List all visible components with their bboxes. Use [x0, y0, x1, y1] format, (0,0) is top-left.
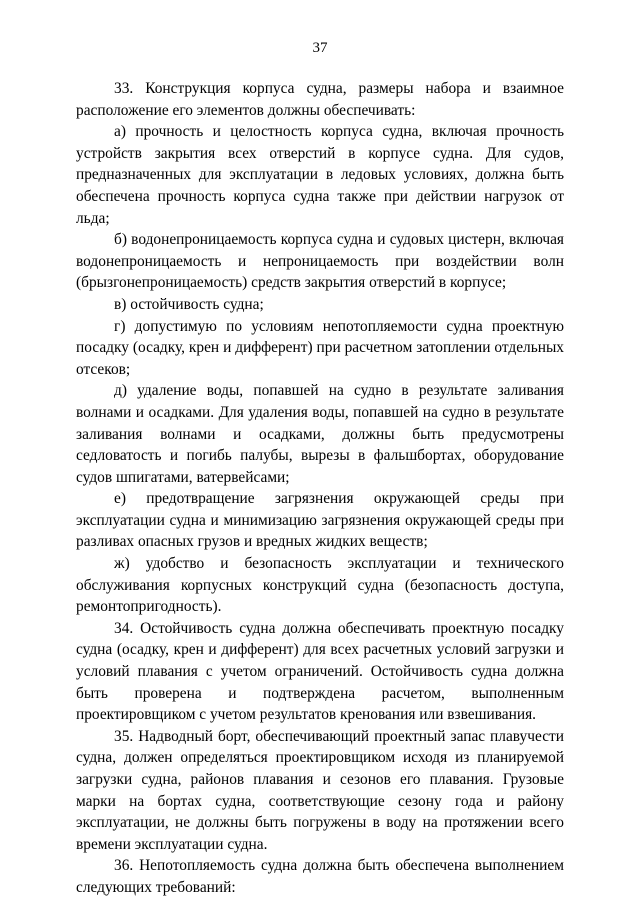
paragraph-33b: б) водонепроницаемость корпуса судна и судовых цистерн, включая водонепроницаемость и непроницаемость при воздействии волн (брызгонепроницаемость) средств закрытия отверстий в корпусе; — [76, 231, 564, 292]
document-body — [76, 78, 564, 899]
paragraph-33g: г) допустимую по условиям непотопляемости судна проектную посадку (осадку, крен и дифферент) при расчетном затоплении отдельных отсеков; — [76, 317, 564, 378]
paragraph-33zh: ж) удобство и безопасность эксплуатации и технического обслуживания корпусных конструкций судна (безопасность доступа, ремонтопригодность). — [76, 555, 564, 616]
page-number: 37 — [312, 40, 328, 56]
paragraph-33d: д) удаление воды, попавшей на судно в результате заливания волнами и осадками. Для удаления воды, попавшей на судно в результате заливания волнами и осадками, должны быть предусмотрены седловатость и погибь палубы, вырезы в фальшбортах, оборудование судов шпигатами, ватервейсами; — [76, 382, 564, 486]
paragraph-33a: а) прочность и целостность корпуса судна, включая прочность устройств закрытия всех отверстий в корпусе судна. Для судов, предназначенных для эксплуатации в ледовых условиях, должна быть обеспечена прочность корпуса судна также при действии нагрузок от льда; — [76, 123, 564, 227]
paragraph-33v: в) остойчивость судна; — [114, 295, 264, 313]
paragraph-35: 35. Надводный борт, обеспечивающий проектный запас плавучести судна, должен определяться проектировщиком исходя из планируемой загрузки судна, районов плавания и сезонов его плавания. Грузовые марки на бортах судна, соответствующие сезону года и району эксплуатации, не должны быть погружены в воду на протяжении всего времени эксплуатации судна. — [76, 727, 564, 853]
paragraph-33e: е) предотвращение загрязнения окружающей среды при эксплуатации судна и минимизацию загрязнения окружающей среды при разливах опасных грузов и вредных жидких веществ; — [76, 490, 564, 551]
paragraph-36: 36. Непотопляемость судна должна быть обеспечена выполнением следующих требований: — [76, 857, 564, 896]
paragraph-34: 34. Остойчивость судна должна обеспечивать проектную посадку судна (осадку, крен и дифферент) для всех расчетных условий загрузки и условий плавания с учетом ограничений. Остойчивость судна должна быть проверена и подтверждена расчетом, выполненным проектировщиком с учетом результатов кренования или взвешивания. — [76, 619, 564, 724]
paragraph-33: 33. Конструкция корпуса судна, размеры набора и взаимное расположение его элементов должны обеспечивать: — [76, 80, 564, 119]
